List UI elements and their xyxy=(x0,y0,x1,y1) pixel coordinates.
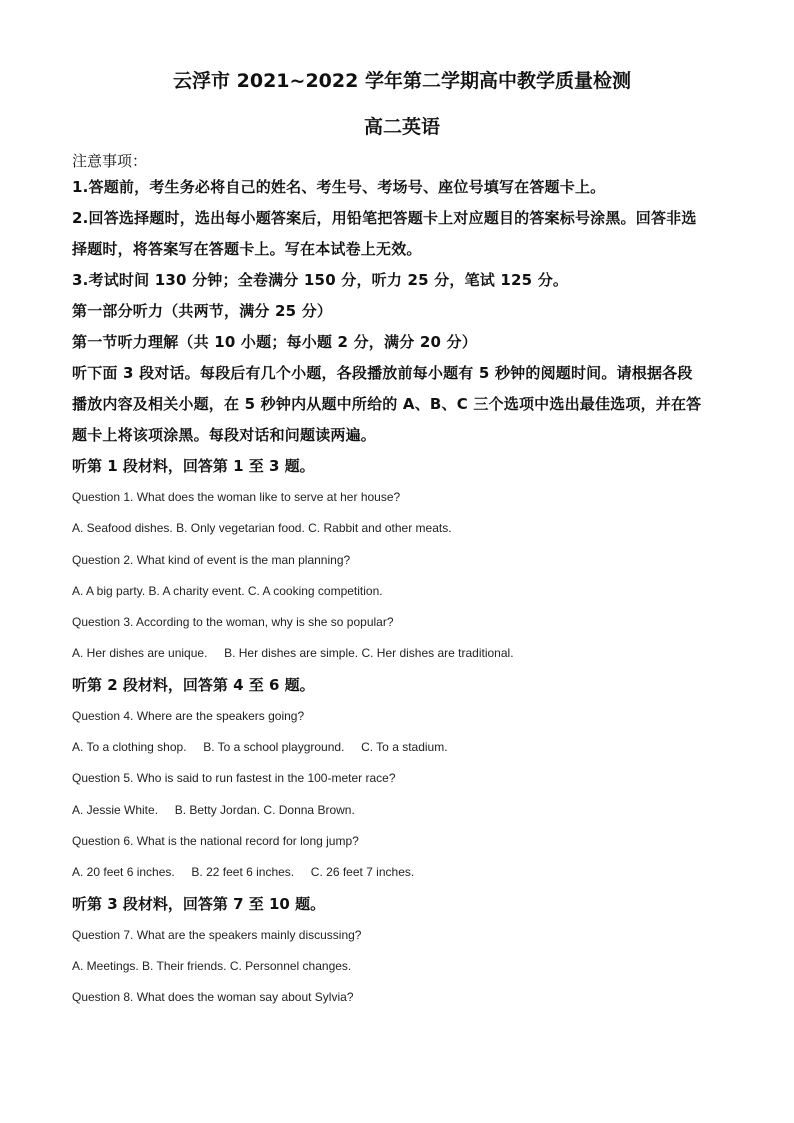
passage-3-heading: 听第 3 段材料，回答第 7 至 10 题。 xyxy=(72,894,326,913)
question-2: Question 2. What kind of event is the man planning? xyxy=(72,552,351,567)
question-6-options: A. 20 feet 6 inches. B. 22 feet 6 inches. C. 26 feet 7 inches. xyxy=(72,865,415,880)
instructions-line-1: 听下面 3 段对话。每段后有几个小题，各段播放前每小题有 5 秒钟的阅题时间。请根据各段 xyxy=(72,364,693,382)
notice-heading: 注意事项： xyxy=(72,152,148,170)
part1-heading: 第一部分听力（共两节，满分 25 分） xyxy=(72,302,333,320)
passage-2-heading: 听第 2 段材料，回答第 4 至 6 题。 xyxy=(72,675,315,694)
question-4-options: A. To a clothing shop. B. To a school playground. C. To a stadium. xyxy=(72,740,448,755)
question-2-options: A. A big party. B. A charity event. C. A cooking competition. xyxy=(72,583,383,598)
notice-item-3: 3.考试时间 130 分钟；全卷满分 150 分，听力 25 分，笔试 125 分。 xyxy=(72,271,569,289)
question-5-options: A. Jessie White. B. Betty Jordan. C. Donna Brown. xyxy=(72,802,355,817)
notice-item-2-line-1: 2.回答选择题时，选出每小题答案后，用铅笔把答题卡上对应题目的答案标号涂黑。回答非选 xyxy=(72,209,697,227)
exam-title: 云浮市 2021~2022 学年第二学期高中教学质量检测 xyxy=(173,70,631,92)
question-7: Question 7. What are the speakers mainly discussing? xyxy=(72,927,362,942)
question-6: Question 6. What is the national record for long jump? xyxy=(72,833,359,848)
question-1: Question 1. What does the woman like to serve at her house? xyxy=(72,490,401,504)
instructions-line-2: 播放内容及相关小题，在 5 秒钟内从题中所给的 A、B、C 三个选项中选出最佳选项，并在答 xyxy=(72,395,702,413)
question-4: Question 4. Where are the speakers going? xyxy=(72,708,305,723)
question-7-options: A. Meetings. B. Their friends. C. Personnel changes. xyxy=(72,958,352,973)
notice-item-2-line-2: 择题时，将答案写在答题卡上。写在本试卷上无效。 xyxy=(72,240,422,258)
instructions-line-3: 题卡上将该项涂黑。每段对话和问题读两遍。 xyxy=(72,426,377,444)
notice-item-1: 1.答题前，考生务必将自己的姓名、考生号、考场号、座位号填写在答题卡上。 xyxy=(72,178,606,196)
exam-subject: 高二英语 xyxy=(363,116,440,138)
section1-heading: 第一节听力理解（共 10 小题；每小题 2 分，满分 20 分） xyxy=(72,333,477,351)
question-3: Question 3. According to the woman, why is she so popular? xyxy=(72,615,394,630)
question-8: Question 8. What does the woman say about Sylvia? xyxy=(72,990,354,1005)
passage-1-heading: 听第 1 段材料，回答第 1 至 3 题。 xyxy=(72,457,315,475)
question-3-options: A. Her dishes are unique. B. Her dishes are simple. C. Her dishes are traditional. xyxy=(72,646,514,661)
exam-page xyxy=(72,68,732,1013)
question-1-options: A. Seafood dishes. B. Only vegetarian food. C. Rabbit and other meats. xyxy=(72,521,452,536)
question-5: Question 5. Who is said to run fastest in the 100-meter race? xyxy=(72,771,396,786)
